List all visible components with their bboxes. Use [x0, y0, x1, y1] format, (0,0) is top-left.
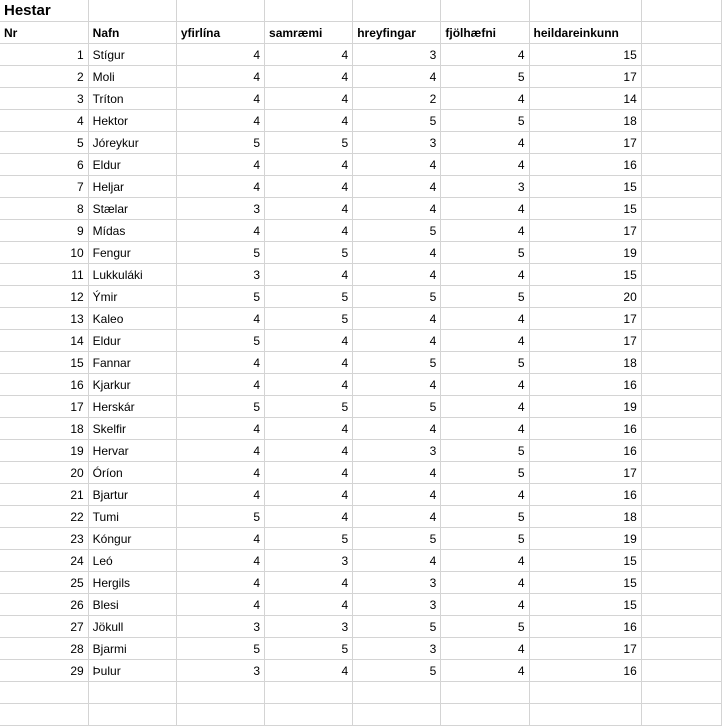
cell-nr[interactable]: 23 [0, 528, 88, 550]
cell-nr[interactable]: 22 [0, 506, 88, 528]
cell-fjolhafni[interactable]: 4 [441, 550, 529, 572]
empty-cell [641, 220, 721, 242]
table-row [0, 88, 722, 110]
table-row [0, 462, 722, 484]
cell-fjolhafni[interactable]: 5 [441, 352, 529, 374]
table-row [0, 286, 722, 308]
table-row [0, 440, 722, 462]
empty-cell [176, 704, 264, 726]
empty-cell [641, 44, 721, 66]
cell-hreyfingar[interactable]: 4 [353, 154, 441, 176]
cell-nr[interactable]: 6 [0, 154, 88, 176]
header-row [0, 22, 722, 44]
cell-nafn[interactable]: Bjartur [88, 484, 176, 506]
cell-samraemi[interactable]: 4 [265, 660, 353, 682]
cell-yfirlina[interactable]: 4 [176, 88, 264, 110]
cell-hreyfingar[interactable]: 3 [353, 572, 441, 594]
cell-nr[interactable]: 27 [0, 616, 88, 638]
table-row [0, 550, 722, 572]
cell-nafn[interactable]: Jóreykur [88, 132, 176, 154]
cell-samraemi[interactable]: 4 [265, 572, 353, 594]
column-header-hreyfingar[interactable]: hreyfingar [353, 22, 441, 44]
table-row [0, 638, 722, 660]
cell-fjolhafni[interactable]: 5 [441, 616, 529, 638]
cell-hreyfingar[interactable]: 4 [353, 264, 441, 286]
empty-cell [441, 682, 529, 704]
cell-nafn[interactable]: Moli [88, 66, 176, 88]
cell-nafn[interactable]: Fannar [88, 352, 176, 374]
cell-nr[interactable]: 18 [0, 418, 88, 440]
cell-nr[interactable]: 11 [0, 264, 88, 286]
cell-samraemi[interactable]: 4 [265, 44, 353, 66]
empty-cell [265, 704, 353, 726]
cell-yfirlina[interactable]: 5 [176, 330, 264, 352]
cell-heildareinkunn[interactable]: 15 [529, 572, 641, 594]
cell-nr[interactable]: 5 [0, 132, 88, 154]
cell-fjolhafni[interactable]: 4 [441, 132, 529, 154]
cell-nafn[interactable]: Bjarmi [88, 638, 176, 660]
cell-samraemi[interactable]: 5 [265, 638, 353, 660]
cell-nr[interactable]: 15 [0, 352, 88, 374]
table-row [0, 396, 722, 418]
cell-nafn[interactable]: Fengur [88, 242, 176, 264]
cell-yfirlina[interactable]: 3 [176, 660, 264, 682]
cell-hreyfingar[interactable]: 5 [353, 616, 441, 638]
cell-samraemi[interactable]: 4 [265, 110, 353, 132]
cell-hreyfingar[interactable]: 4 [353, 330, 441, 352]
cell-samraemi[interactable]: 4 [265, 506, 353, 528]
column-header-fjolhafni[interactable]: fjölhæfni [441, 22, 529, 44]
cell-heildareinkunn[interactable]: 15 [529, 198, 641, 220]
table-row [0, 176, 722, 198]
cell-yfirlina[interactable]: 4 [176, 440, 264, 462]
cell-hreyfingar[interactable]: 3 [353, 132, 441, 154]
cell-heildareinkunn[interactable]: 18 [529, 506, 641, 528]
cell-samraemi[interactable]: 4 [265, 176, 353, 198]
empty-cell [176, 0, 264, 22]
cell-fjolhafni[interactable]: 5 [441, 66, 529, 88]
cell-nafn[interactable]: Þulur [88, 660, 176, 682]
cell-fjolhafni[interactable]: 4 [441, 660, 529, 682]
table-row [0, 572, 722, 594]
cell-hreyfingar[interactable]: 4 [353, 66, 441, 88]
empty-cell [353, 682, 441, 704]
cell-nafn[interactable]: Ýmir [88, 286, 176, 308]
empty-cell [441, 704, 529, 726]
cell-heildareinkunn[interactable]: 17 [529, 462, 641, 484]
column-header-samraemi[interactable]: samræmi [265, 22, 353, 44]
column-header-nr[interactable]: Nr [0, 22, 88, 44]
cell-heildareinkunn[interactable]: 14 [529, 88, 641, 110]
cell-fjolhafni[interactable]: 5 [441, 110, 529, 132]
cell-nafn[interactable]: Herskár [88, 396, 176, 418]
cell-nr[interactable]: 19 [0, 440, 88, 462]
cell-hreyfingar[interactable]: 4 [353, 374, 441, 396]
empty-cell [641, 352, 721, 374]
cell-hreyfingar[interactable]: 4 [353, 418, 441, 440]
empty-cell [641, 154, 721, 176]
cell-samraemi[interactable]: 5 [265, 132, 353, 154]
empty-cell [641, 22, 721, 44]
cell-hreyfingar[interactable]: 5 [353, 396, 441, 418]
table-row [0, 506, 722, 528]
cell-hreyfingar[interactable]: 3 [353, 440, 441, 462]
cell-nr[interactable]: 7 [0, 176, 88, 198]
empty-cell [641, 374, 721, 396]
cell-samraemi[interactable]: 3 [265, 550, 353, 572]
cell-nr[interactable]: 24 [0, 550, 88, 572]
cell-samraemi[interactable]: 5 [265, 528, 353, 550]
table-row [0, 110, 722, 132]
cell-heildareinkunn[interactable]: 17 [529, 132, 641, 154]
empty-cell [641, 418, 721, 440]
cell-nafn[interactable]: Eldur [88, 330, 176, 352]
cell-hreyfingar[interactable]: 5 [353, 528, 441, 550]
cell-nr[interactable]: 26 [0, 594, 88, 616]
cell-fjolhafni[interactable]: 4 [441, 594, 529, 616]
empty-cell [88, 682, 176, 704]
cell-fjolhafni[interactable]: 4 [441, 44, 529, 66]
cell-samraemi[interactable]: 4 [265, 594, 353, 616]
cell-nafn[interactable]: Óríon [88, 462, 176, 484]
cell-nafn[interactable]: Hergils [88, 572, 176, 594]
cell-samraemi[interactable]: 4 [265, 220, 353, 242]
empty-cell [641, 66, 721, 88]
empty-cell [529, 704, 641, 726]
cell-yfirlina[interactable]: 5 [176, 396, 264, 418]
cell-nafn[interactable]: Kaleo [88, 308, 176, 330]
cell-yfirlina[interactable]: 4 [176, 528, 264, 550]
cell-nr[interactable]: 13 [0, 308, 88, 330]
cell-hreyfingar[interactable]: 4 [353, 176, 441, 198]
cell-yfirlina[interactable]: 4 [176, 550, 264, 572]
cell-heildareinkunn[interactable]: 16 [529, 418, 641, 440]
empty-cell [641, 0, 721, 22]
cell-yfirlina[interactable]: 5 [176, 242, 264, 264]
cell-heildareinkunn[interactable]: 17 [529, 220, 641, 242]
empty-cell [641, 594, 721, 616]
cell-hreyfingar[interactable]: 3 [353, 594, 441, 616]
table-row [0, 264, 722, 286]
column-header-nafn[interactable]: Nafn [88, 22, 176, 44]
cell-fjolhafni[interactable]: 4 [441, 198, 529, 220]
cell-hreyfingar[interactable]: 5 [353, 660, 441, 682]
cell-yfirlina[interactable]: 3 [176, 198, 264, 220]
cell-nr[interactable]: 2 [0, 66, 88, 88]
table-row [0, 352, 722, 374]
empty-cell [353, 0, 441, 22]
column-header-heildareinkunn[interactable]: heildareinkunn [529, 22, 641, 44]
cell-yfirlina[interactable]: 4 [176, 462, 264, 484]
cell-nr[interactable]: 29 [0, 660, 88, 682]
cell-nafn[interactable]: Jökull [88, 616, 176, 638]
cell-heildareinkunn[interactable]: 15 [529, 264, 641, 286]
empty-cell [641, 704, 721, 726]
cell-nafn[interactable]: Stælar [88, 198, 176, 220]
cell-hreyfingar[interactable]: 4 [353, 484, 441, 506]
empty-cell [265, 0, 353, 22]
table-row [0, 220, 722, 242]
cell-fjolhafni[interactable]: 4 [441, 418, 529, 440]
document-title: Hestar [0, 0, 88, 22]
empty-cell [641, 550, 721, 572]
empty-cell [641, 572, 721, 594]
empty-cell [641, 638, 721, 660]
cell-heildareinkunn[interactable]: 17 [529, 330, 641, 352]
cell-nr[interactable]: 10 [0, 242, 88, 264]
empty-cell [641, 506, 721, 528]
table-row [0, 594, 722, 616]
cell-samraemi[interactable]: 4 [265, 484, 353, 506]
cell-nafn[interactable]: Leó [88, 550, 176, 572]
table-row [0, 44, 722, 66]
empty-cell [641, 110, 721, 132]
cell-nr[interactable]: 3 [0, 88, 88, 110]
empty-row [0, 682, 722, 704]
empty-cell [265, 682, 353, 704]
empty-cell [641, 330, 721, 352]
cell-samraemi[interactable]: 4 [265, 154, 353, 176]
cell-fjolhafni[interactable]: 4 [441, 308, 529, 330]
cell-nr[interactable]: 17 [0, 396, 88, 418]
cell-yfirlina[interactable]: 3 [176, 264, 264, 286]
empty-cell [641, 198, 721, 220]
cell-hreyfingar[interactable]: 4 [353, 198, 441, 220]
table-row [0, 660, 722, 682]
cell-yfirlina[interactable]: 5 [176, 132, 264, 154]
cell-nafn[interactable]: Blesi [88, 594, 176, 616]
cell-fjolhafni[interactable]: 4 [441, 264, 529, 286]
cell-nafn[interactable]: Kjarkur [88, 374, 176, 396]
table-row [0, 616, 722, 638]
cell-yfirlina[interactable]: 4 [176, 418, 264, 440]
cell-nr[interactable]: 16 [0, 374, 88, 396]
cell-heildareinkunn[interactable]: 16 [529, 154, 641, 176]
cell-hreyfingar[interactable]: 3 [353, 638, 441, 660]
cell-nafn[interactable]: Eldur [88, 154, 176, 176]
table-row [0, 308, 722, 330]
empty-cell [0, 704, 88, 726]
cell-samraemi[interactable]: 4 [265, 418, 353, 440]
empty-cell [641, 286, 721, 308]
cell-nafn[interactable]: Kóngur [88, 528, 176, 550]
cell-heildareinkunn[interactable]: 19 [529, 396, 641, 418]
cell-yfirlina[interactable]: 4 [176, 374, 264, 396]
cell-samraemi[interactable]: 4 [265, 198, 353, 220]
cell-yfirlina[interactable]: 4 [176, 572, 264, 594]
empty-cell [641, 242, 721, 264]
cell-heildareinkunn[interactable]: 19 [529, 528, 641, 550]
cell-nr[interactable]: 1 [0, 44, 88, 66]
cell-fjolhafni[interactable]: 4 [441, 484, 529, 506]
title-row [0, 0, 722, 22]
cell-fjolhafni[interactable]: 3 [441, 176, 529, 198]
cell-nafn[interactable]: Heljar [88, 176, 176, 198]
cell-yfirlina[interactable]: 5 [176, 286, 264, 308]
cell-nafn[interactable]: Mídas [88, 220, 176, 242]
cell-heildareinkunn[interactable]: 15 [529, 176, 641, 198]
cell-hreyfingar[interactable]: 5 [353, 352, 441, 374]
cell-nafn[interactable]: Hektor [88, 110, 176, 132]
cell-yfirlina[interactable]: 5 [176, 506, 264, 528]
cell-samraemi[interactable]: 3 [265, 616, 353, 638]
cell-fjolhafni[interactable]: 4 [441, 396, 529, 418]
cell-samraemi[interactable]: 4 [265, 352, 353, 374]
empty-cell [0, 682, 88, 704]
table-row [0, 484, 722, 506]
cell-heildareinkunn[interactable]: 17 [529, 66, 641, 88]
cell-hreyfingar[interactable]: 2 [353, 88, 441, 110]
cell-nr[interactable]: 8 [0, 198, 88, 220]
cell-fjolhafni[interactable]: 4 [441, 88, 529, 110]
empty-cell [641, 616, 721, 638]
cell-samraemi[interactable]: 4 [265, 462, 353, 484]
cell-nr[interactable]: 28 [0, 638, 88, 660]
cell-nr[interactable]: 9 [0, 220, 88, 242]
cell-yfirlina[interactable]: 4 [176, 44, 264, 66]
empty-cell [88, 0, 176, 22]
empty-cell [641, 132, 721, 154]
cell-nr[interactable]: 12 [0, 286, 88, 308]
cell-samraemi[interactable]: 4 [265, 264, 353, 286]
cell-nr[interactable]: 25 [0, 572, 88, 594]
empty-cell [353, 704, 441, 726]
cell-nr[interactable]: 20 [0, 462, 88, 484]
table-row [0, 242, 722, 264]
cell-fjolhafni[interactable]: 5 [441, 506, 529, 528]
cell-heildareinkunn[interactable]: 17 [529, 308, 641, 330]
cell-fjolhafni[interactable]: 5 [441, 440, 529, 462]
cell-nr[interactable]: 14 [0, 330, 88, 352]
cell-heildareinkunn[interactable]: 18 [529, 352, 641, 374]
cell-heildareinkunn[interactable]: 20 [529, 286, 641, 308]
empty-cell [641, 88, 721, 110]
cell-yfirlina[interactable]: 3 [176, 616, 264, 638]
cell-heildareinkunn[interactable]: 19 [529, 242, 641, 264]
cell-nafn[interactable]: Stígur [88, 44, 176, 66]
cell-yfirlina[interactable]: 4 [176, 484, 264, 506]
cell-hreyfingar[interactable]: 4 [353, 462, 441, 484]
cell-fjolhafni[interactable]: 4 [441, 572, 529, 594]
cell-samraemi[interactable]: 4 [265, 330, 353, 352]
table-row [0, 198, 722, 220]
cell-hreyfingar[interactable]: 5 [353, 110, 441, 132]
cell-heildareinkunn[interactable]: 16 [529, 616, 641, 638]
empty-cell [641, 660, 721, 682]
cell-samraemi[interactable]: 5 [265, 286, 353, 308]
table-row [0, 528, 722, 550]
cell-heildareinkunn[interactable]: 15 [529, 44, 641, 66]
cell-nr[interactable]: 21 [0, 484, 88, 506]
table-row [0, 330, 722, 352]
table-row [0, 154, 722, 176]
cell-fjolhafni[interactable]: 4 [441, 374, 529, 396]
cell-nafn[interactable]: Tríton [88, 88, 176, 110]
cell-samraemi[interactable]: 5 [265, 308, 353, 330]
empty-cell [641, 462, 721, 484]
column-header-yfirlina[interactable]: yfirlína [176, 22, 264, 44]
empty-cell [641, 264, 721, 286]
table-row [0, 418, 722, 440]
empty-cell [176, 682, 264, 704]
cell-fjolhafni[interactable]: 4 [441, 330, 529, 352]
cell-heildareinkunn[interactable]: 15 [529, 550, 641, 572]
empty-cell [88, 704, 176, 726]
empty-cell [641, 308, 721, 330]
table-row [0, 66, 722, 88]
cell-samraemi[interactable]: 5 [265, 396, 353, 418]
cell-fjolhafni[interactable]: 5 [441, 242, 529, 264]
cell-fjolhafni[interactable]: 4 [441, 638, 529, 660]
cell-fjolhafni[interactable]: 4 [441, 154, 529, 176]
empty-cell [641, 682, 721, 704]
empty-cell [641, 484, 721, 506]
cell-fjolhafni[interactable]: 5 [441, 286, 529, 308]
cell-yfirlina[interactable]: 4 [176, 220, 264, 242]
empty-cell [641, 528, 721, 550]
empty-cell [641, 440, 721, 462]
cell-fjolhafni[interactable]: 5 [441, 462, 529, 484]
cell-yfirlina[interactable]: 4 [176, 308, 264, 330]
empty-row [0, 704, 722, 726]
cell-yfirlina[interactable]: 4 [176, 110, 264, 132]
cell-heildareinkunn[interactable]: 18 [529, 110, 641, 132]
cell-yfirlina[interactable]: 4 [176, 154, 264, 176]
empty-cell [529, 0, 641, 22]
cell-samraemi[interactable]: 4 [265, 66, 353, 88]
empty-cell [529, 682, 641, 704]
cell-hreyfingar[interactable]: 4 [353, 550, 441, 572]
cell-nafn[interactable]: Tumi [88, 506, 176, 528]
empty-cell [441, 0, 529, 22]
cell-samraemi[interactable]: 4 [265, 88, 353, 110]
cell-nafn[interactable]: Lukkuláki [88, 264, 176, 286]
cell-hreyfingar[interactable]: 5 [353, 286, 441, 308]
cell-samraemi[interactable]: 4 [265, 440, 353, 462]
cell-samraemi[interactable]: 4 [265, 374, 353, 396]
cell-hreyfingar[interactable]: 4 [353, 308, 441, 330]
cell-heildareinkunn[interactable]: 16 [529, 440, 641, 462]
cell-fjolhafni[interactable]: 4 [441, 220, 529, 242]
cell-heildareinkunn[interactable]: 16 [529, 660, 641, 682]
cell-fjolhafni[interactable]: 5 [441, 528, 529, 550]
empty-cell [641, 396, 721, 418]
table-row [0, 132, 722, 154]
cell-hreyfingar[interactable]: 4 [353, 506, 441, 528]
cell-yfirlina[interactable]: 4 [176, 176, 264, 198]
cell-heildareinkunn[interactable]: 16 [529, 484, 641, 506]
cell-yfirlina[interactable]: 4 [176, 594, 264, 616]
cell-yfirlina[interactable]: 5 [176, 638, 264, 660]
cell-heildareinkunn[interactable]: 17 [529, 638, 641, 660]
empty-cell [641, 176, 721, 198]
cell-hreyfingar[interactable]: 3 [353, 44, 441, 66]
cell-hreyfingar[interactable]: 4 [353, 242, 441, 264]
cell-nafn[interactable]: Skelfir [88, 418, 176, 440]
cell-samraemi[interactable]: 5 [265, 242, 353, 264]
table-row [0, 374, 722, 396]
cell-nr[interactable]: 4 [0, 110, 88, 132]
cell-yfirlina[interactable]: 4 [176, 66, 264, 88]
cell-heildareinkunn[interactable]: 16 [529, 374, 641, 396]
cell-heildareinkunn[interactable]: 15 [529, 594, 641, 616]
cell-nafn[interactable]: Hervar [88, 440, 176, 462]
cell-hreyfingar[interactable]: 5 [353, 220, 441, 242]
cell-yfirlina[interactable]: 4 [176, 352, 264, 374]
